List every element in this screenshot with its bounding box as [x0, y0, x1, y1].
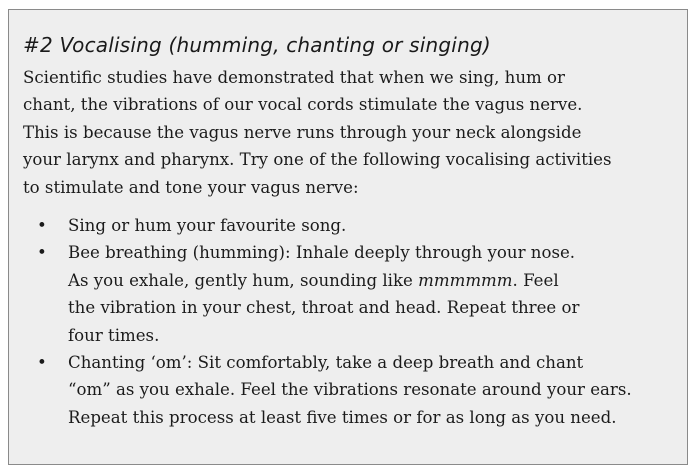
list-item-line — [68, 271, 559, 290]
list-item-text: . Feel — [512, 270, 559, 290]
list-item-line: Repeat this process at least five times or for as long as you need. — [68, 407, 617, 427]
bullet-icon: • — [37, 353, 47, 373]
intro-paragraph — [23, 64, 675, 201]
list-item-line: the vibration in your chest, throat and head. Repeat three or — [68, 298, 580, 318]
list-item — [23, 239, 675, 349]
list-item-line: four times. — [68, 325, 160, 345]
list-item-line: Sing or hum your favourite song. — [68, 216, 347, 236]
intro-line: Scientific studies have demonstrated that when we sing, hum or — [23, 68, 565, 87]
hum-sound-text: mmmmmm — [418, 270, 513, 290]
list-item-line: Chanting ‘om’: Sit comfortably, take a deep breath and chant — [68, 353, 584, 373]
info-box — [8, 9, 688, 465]
bullet-icon: • — [37, 216, 47, 236]
list-item-line: “om” as you exhale. Feel the vibrations resonate around your ears. — [68, 380, 632, 400]
list-item-line: Bee breathing (humming): Inhale deeply through your nose. — [68, 243, 576, 263]
section-heading: #2 Vocalising (humming, chanting or singing) — [23, 33, 491, 57]
intro-line: This is because the vagus nerve runs through your neck alongside — [23, 122, 582, 142]
intro-line: chant, the vibrations of our vocal cords stimulate the vagus nerve. — [23, 95, 583, 115]
bullet-icon: • — [37, 243, 47, 263]
list-item — [23, 212, 675, 239]
activity-list — [23, 212, 675, 431]
list-item — [23, 349, 675, 431]
intro-line: to stimulate and tone your vagus nerve: — [23, 177, 359, 197]
list-item-text: As you exhale, gently hum, sounding like — [68, 270, 419, 290]
intro-line: your larynx and pharynx. Try one of the following vocalising activities — [23, 150, 612, 170]
